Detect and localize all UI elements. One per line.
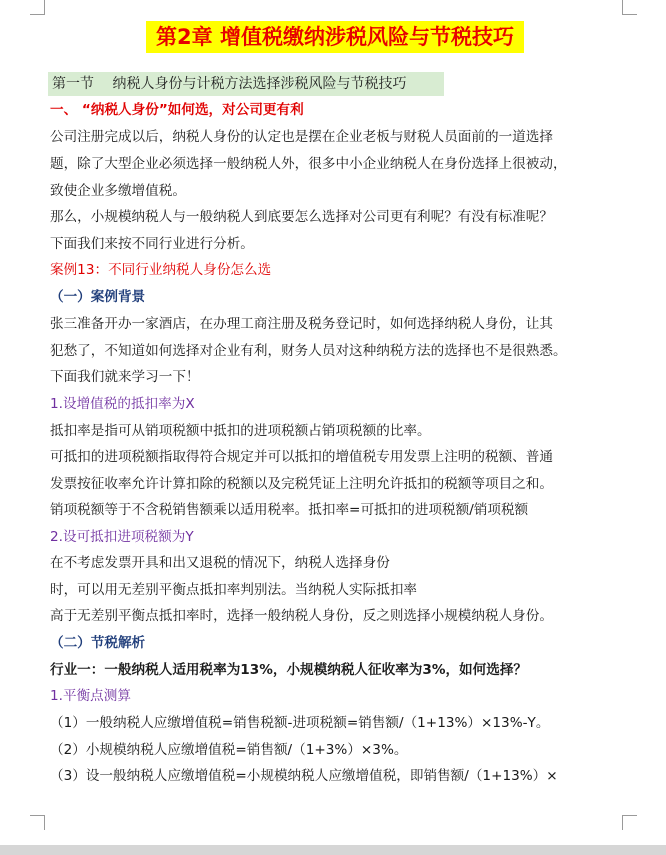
section-heading: 第一节 纳税人身份与计税方法选择涉税风险与节税技巧 — [48, 72, 444, 96]
corner-mark-bottom-left — [30, 815, 45, 830]
paragraph-line: 高于无差别平衡点抵扣率时，选择一般纳税人身份，反之则选择小规模纳税人身份。 — [50, 608, 553, 624]
corner-mark-top-left — [30, 0, 45, 15]
case-title: 案例13：不同行业纳税人身份怎么选 — [50, 262, 272, 278]
paragraph-line: 抵扣率是指可从销项税额中抵扣的进项税额占销项税额的比率。 — [50, 423, 431, 439]
formula-line: （3）设一般纳税人应缴增值税=小规模纳税人应缴增值税，即销售额/（1+13%）× — [50, 768, 558, 784]
paragraph-line: 题，除了大型企业必须选择一般纳税人外，很多中小企业纳税人在身份选择上很被动， — [50, 156, 567, 172]
formula-line: （2）小规模纳税人应缴增值税=销售额/（1+3%）×3%。 — [50, 742, 408, 758]
paragraph-line: 致使企业多缴增值税。 — [50, 183, 186, 199]
paragraph-line: 那么，小规模纳税人与一般纳税人到底要怎么选择对公司更有利呢？有没有标准呢？ — [50, 209, 553, 225]
corner-mark-bottom-right — [622, 815, 637, 830]
paragraph-line: 在不考虑发票开具和出又退税的情况下，纳税人选择身份 — [50, 555, 390, 571]
paragraph-line: 公司注册完成以后，纳税人身份的认定也是摆在企业老板与财税人员面前的一道选择 — [50, 129, 553, 145]
page-gap — [0, 845, 666, 855]
heading-1: 一、 “纳税人身份”如何选，对公司更有利 — [50, 102, 304, 118]
paragraph-line: 销项税额等于不含税销售额乘以适用税率。抵扣率=可抵扣的进项税额/销项税额 — [50, 502, 529, 518]
paragraph-line: 张三准备开办一家酒店，在办理工商注册及税务登记时，如何选择纳税人身份，让其 — [50, 316, 553, 332]
paragraph-line: 可抵扣的进项税额指取得符合规定并可以抵扣的增值税专用发票上注明的税额、普通 — [50, 449, 553, 465]
subheading-analysis: （二）节税解析 — [50, 635, 146, 651]
paragraph-line: 下面我们就来学习一下！ — [50, 369, 200, 385]
paragraph-line: 犯愁了，不知道如何选择对企业有利，财务人员对这种纳税方法的选择也不是很熟悉。 — [50, 343, 567, 359]
list-item-1: 1.设增值税的抵扣率为X — [50, 396, 195, 412]
paragraph-line: 时，可以用无差别平衡点抵扣率判别法。当纳税人实际抵扣率 — [50, 582, 418, 598]
corner-mark-top-right — [622, 0, 637, 15]
chapter-title: 第2章 增值税缴纳涉税风险与节税技巧 — [146, 21, 524, 53]
formula-line: （1）一般纳税人应缴增值税=销售税额-进项税额=销售额/（1+13%）×13%-Y。 — [50, 715, 550, 731]
list-item-2: 2.设可抵扣进项税额为Y — [50, 529, 194, 545]
paragraph-line: 发票按征收率允许计算扣除的税额以及完税凭证上注明允许抵扣的税额等项目之和。 — [50, 476, 553, 492]
industry-heading: 行业一：一般纳税人适用税率为13%，小规模纳税人征收率为3%，如何选择？ — [50, 662, 528, 678]
subheading-background: （一）案例背景 — [50, 289, 146, 305]
paragraph-line: 下面我们来按不同行业进行分析。 — [50, 236, 254, 252]
list-item-3: 1.平衡点测算 — [50, 688, 131, 704]
